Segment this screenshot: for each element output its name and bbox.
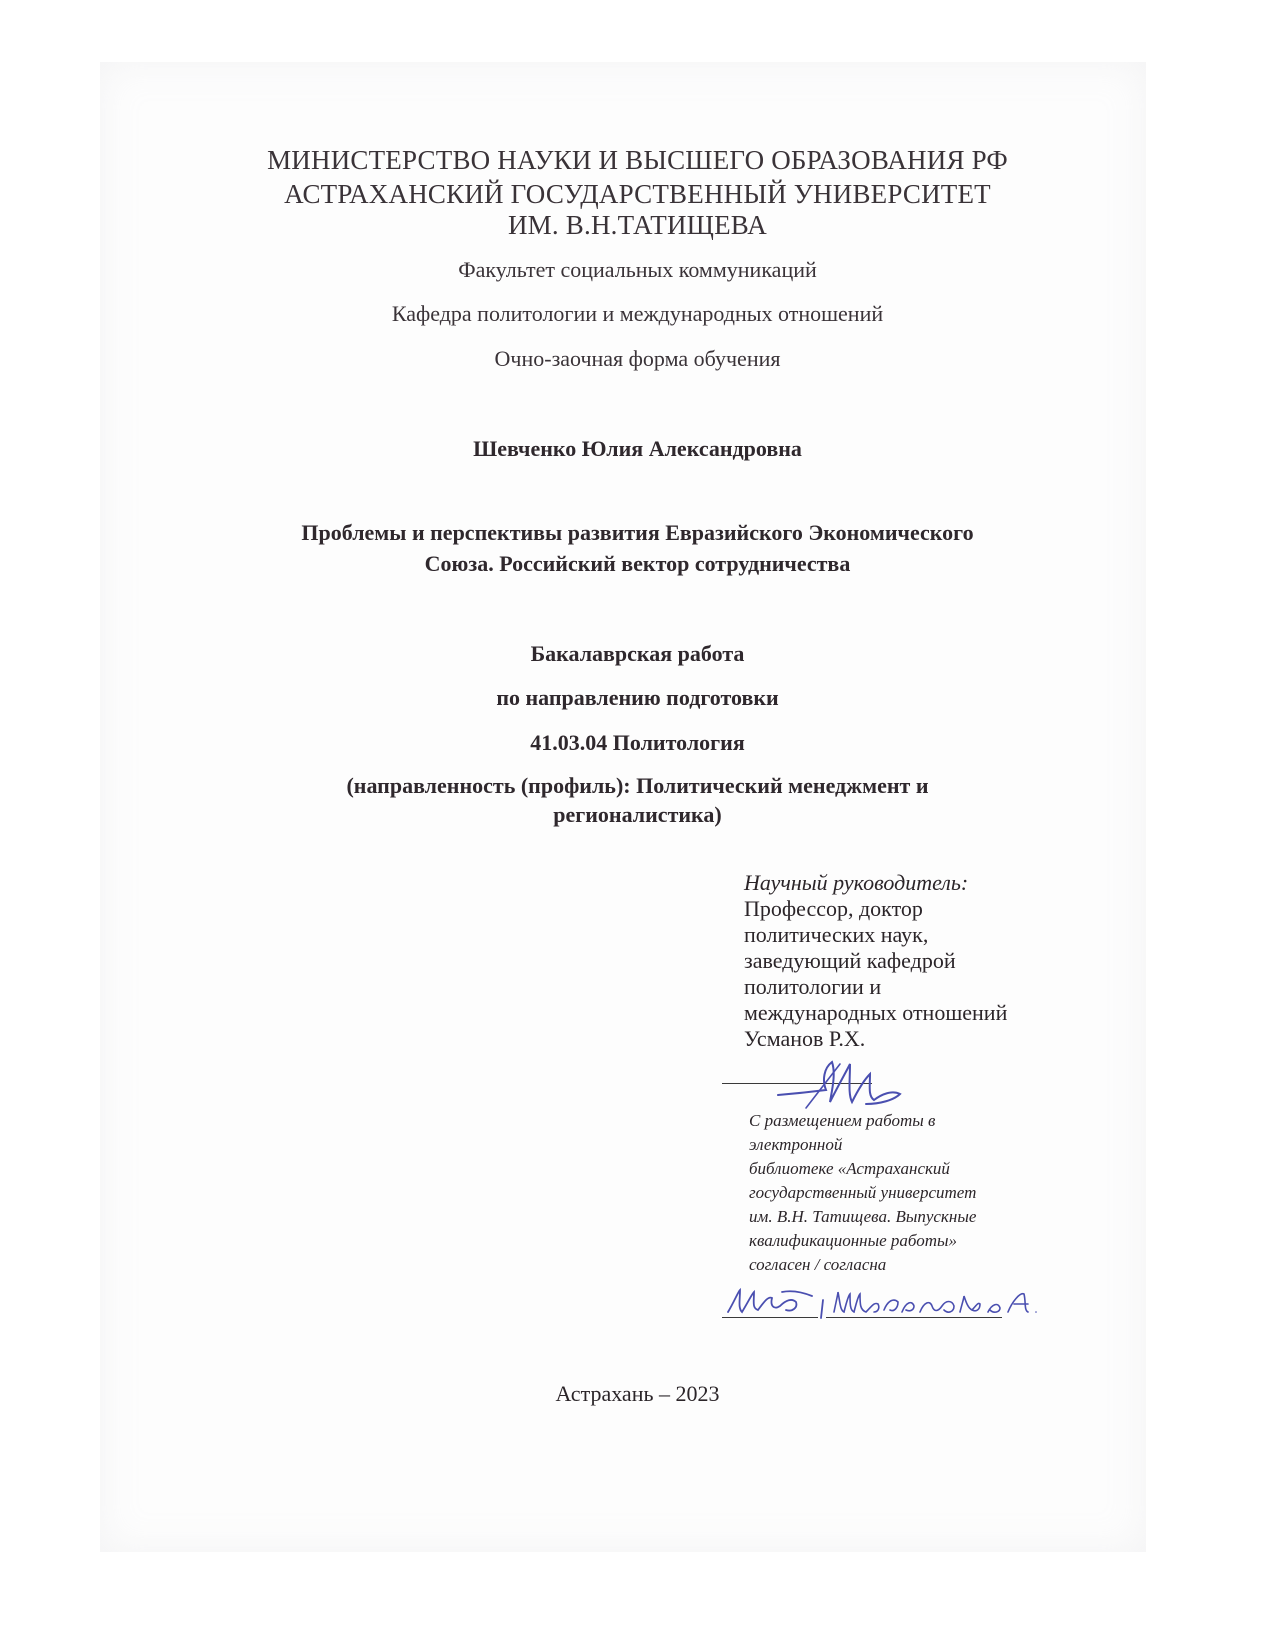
consent-line4: государственный университет	[749, 1183, 977, 1202]
profile-line1: (направленность (профиль): Политический менеджмент и	[346, 773, 929, 798]
supervisor-label: Научный руководитель:	[744, 870, 969, 895]
university-name: ИМ. В.Н.ТАТИЩЕВА	[507, 210, 767, 240]
direction-label: по направлению подготовки	[496, 685, 779, 710]
student-signature	[722, 1280, 827, 1320]
supervisor-line1: Профессор, доктор	[744, 896, 923, 921]
consent-line6: квалификационные работы»	[749, 1231, 958, 1250]
city-year: Астрахань – 2023	[555, 1381, 720, 1406]
ministry-heading: МИНИСТЕРСТВО НАУКИ И ВЫСШЕГО ОБРАЗОВАНИЯ РФ	[267, 145, 1008, 175]
consent-line1: С размещением работы в	[749, 1111, 936, 1130]
consent-line3: библиотеке «Астраханский	[749, 1159, 950, 1178]
faculty: Факультет социальных коммуникаций	[458, 257, 817, 282]
student-handwritten-name	[828, 1282, 1053, 1322]
library-consent-block	[749, 1109, 976, 1277]
author-name: Шевченко Юлия Александровна	[473, 436, 802, 461]
work-type: Бакалаврская работа	[530, 641, 745, 666]
consent-line2: электронной	[749, 1135, 843, 1154]
study-form: Очно-заочная форма обучения	[494, 346, 781, 371]
supervisor-line3: заведующий кафедрой	[744, 948, 956, 973]
university-heading: АСТРАХАНСКИЙ ГОСУДАРСТВЕННЫЙ УНИВЕРСИТЕТ	[284, 179, 991, 209]
consent-line5: им. В.Н. Татищева. Выпускные	[749, 1207, 977, 1226]
supervisor-line2: политических наук,	[744, 922, 929, 947]
consent-line7: согласен / согласна	[749, 1255, 887, 1274]
supervisor-block	[744, 870, 1007, 1052]
supervisor-name: Усманов Р.Х.	[744, 1026, 866, 1051]
comma-mark	[818, 1298, 828, 1322]
direction-code: 41.03.04 Политология	[530, 730, 745, 755]
supervisor-line5: международных отношений	[744, 1000, 1008, 1025]
profile-line2: регионалистика)	[553, 802, 722, 827]
thesis-title-line1: Проблемы и перспективы развития Евразийского Экономического	[301, 520, 974, 545]
department: Кафедра политологии и международных отношений	[391, 301, 884, 326]
thesis-title-line2: Союза. Российский вектор сотрудничества	[424, 551, 851, 576]
supervisor-line4: политологии и	[744, 974, 882, 999]
